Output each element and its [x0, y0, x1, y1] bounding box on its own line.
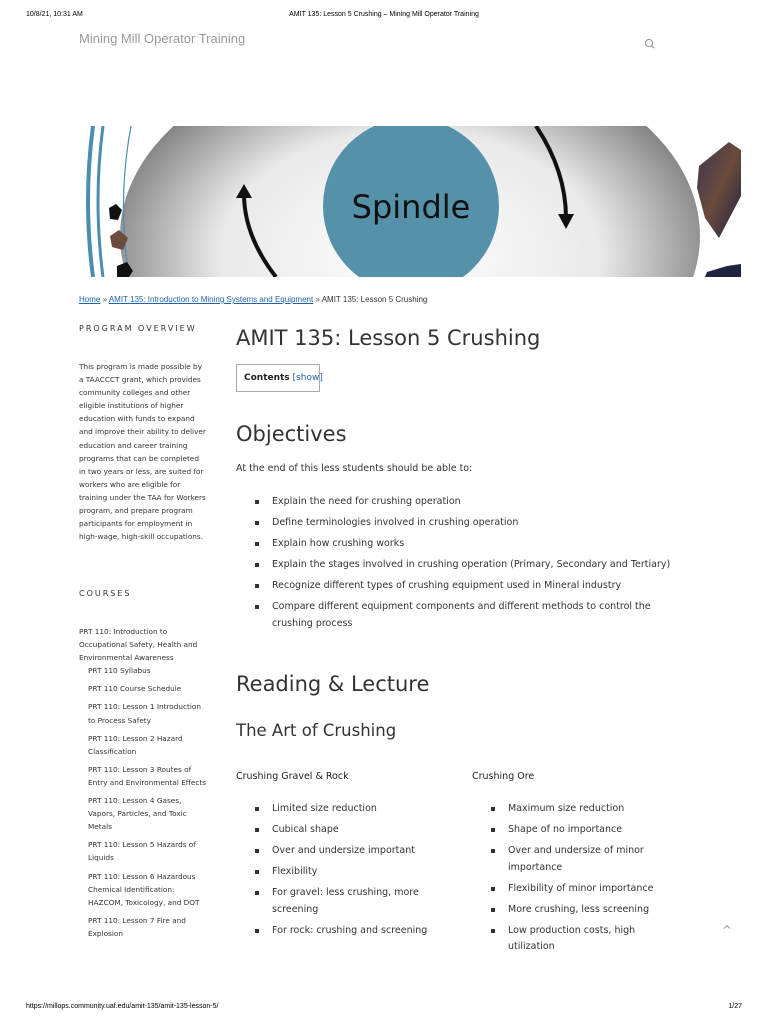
courses-title: COURSES [79, 589, 132, 598]
search-icon[interactable] [643, 36, 657, 50]
breadcrumb-home[interactable]: Home [79, 295, 101, 304]
objectives-list [236, 494, 676, 637]
bullet-icon [255, 521, 259, 525]
print-date: 10/8/21, 10:31 AM [26, 11, 83, 18]
course-link[interactable]: PRT 110: Lesson 3 Routes of Entry and Environmental Effects [88, 764, 206, 787]
bullet-icon [255, 500, 259, 504]
course-item[interactable] [79, 838, 207, 864]
hero-spindle-label: Spindle [351, 188, 471, 226]
list-item [236, 923, 446, 940]
list-item [236, 536, 676, 553]
list-item [236, 494, 676, 511]
objectives-heading: Objectives [236, 422, 347, 446]
course-link[interactable]: PRT 110 Syllabus [88, 666, 151, 676]
bullet-icon [491, 849, 495, 853]
list-item-text: More crushing, less screening [508, 903, 650, 915]
list-item [236, 599, 676, 632]
bullet-icon [491, 828, 495, 832]
chevron-up-icon[interactable] [721, 921, 733, 933]
course-link[interactable]: PRT 110: Introduction to Occupational Safety, Health and Environmental Awareness [79, 627, 198, 663]
gravel-list [236, 801, 446, 944]
table-of-contents [236, 364, 323, 392]
list-item-text: Flexibility [272, 866, 318, 877]
gravel-heading: Crushing Gravel & Rock [236, 771, 349, 782]
bullet-icon [491, 807, 495, 811]
list-item [472, 801, 682, 818]
list-item-text: Explain the stages involved in crushing operation (Primary, Secondary and Tertiary) [272, 559, 671, 570]
bullet-icon [491, 929, 495, 933]
course-item[interactable] [79, 732, 207, 758]
course-item[interactable] [79, 870, 207, 909]
print-title: AMIT 135: Lesson 5 Crushing – Mining Mill Operator Training [289, 11, 479, 18]
list-item [236, 843, 446, 860]
list-item [472, 843, 682, 876]
course-item[interactable] [79, 625, 207, 664]
list-item-text: Shape of no importance [508, 824, 623, 835]
list-item [236, 578, 676, 595]
course-link[interactable]: PRT 110: Lesson 4 Gases, Vapors, Particles, and Toxic Metals [88, 796, 187, 832]
bullet-icon [255, 828, 259, 832]
list-item [236, 801, 446, 818]
program-overview-title: PROGRAM OVERVIEW [79, 324, 197, 333]
course-item[interactable] [79, 700, 207, 726]
list-item [472, 881, 682, 898]
print-page-number: 1/27 [728, 1003, 742, 1010]
bullet-icon [255, 807, 259, 811]
list-item-text: Maximum size reduction [508, 803, 625, 814]
list-item-text: Recognize different types of crushing equipment used in Mineral industry [272, 580, 622, 591]
bullet-icon [491, 887, 495, 891]
course-link[interactable]: PRT 110: Lesson 2 Hazard Classification [88, 733, 183, 756]
art-of-crushing-heading: The Art of Crushing [236, 721, 397, 740]
list-item-text: Explain the need for crushing operation [272, 496, 461, 507]
bullet-icon [255, 929, 259, 933]
breadcrumb-separator: » [315, 295, 320, 304]
course-item[interactable] [79, 664, 207, 677]
print-header [0, 11, 768, 23]
program-overview-text: This program is made possible by a TAACCCT grant, which provides community colleges and other eligible institutions of higher education with funds to expand and improve their ability to deliver education and career training programs that can be completed in two years or less, are suited for workers who are eligible for training under the TAA for Workers program, and prepare program participants for employment in high-wage, high-skill occupations. [79, 362, 206, 542]
hero-image [79, 126, 741, 277]
list-item-text: Compare different equipment components and different methods to control the crushing process [272, 601, 651, 629]
course-item[interactable] [79, 682, 207, 695]
list-item-text: Over and undersize of minor importance [508, 845, 644, 873]
breadcrumb-separator: » [102, 295, 108, 304]
bullet-icon [491, 908, 495, 912]
print-footer [0, 1003, 768, 1015]
print-url: https://millops.community.uaf.edu/amit-135/amit-135-lesson-5/ [26, 1003, 219, 1010]
course-item[interactable] [79, 763, 207, 789]
course-link[interactable]: PRT 110 Course Schedule [88, 684, 182, 694]
course-list [79, 625, 207, 945]
page-title: AMIT 135: Lesson 5 Crushing [236, 326, 541, 350]
list-item-text: Define terminologies involved in crushing operation [272, 517, 519, 528]
bullet-icon [255, 605, 259, 609]
list-item-text: For rock: crushing and screening [272, 924, 428, 936]
bullet-icon [255, 563, 259, 567]
breadcrumb-current: AMIT 135: Lesson 5 Crushing [321, 295, 428, 304]
list-item-text: Limited size reduction [272, 803, 377, 814]
list-item [236, 885, 446, 918]
course-link[interactable]: PRT 110: Lesson 7 Fire and Explosion [88, 915, 186, 938]
course-item[interactable] [79, 794, 207, 833]
bullet-icon [255, 849, 259, 853]
list-item-text: Low production costs, high utilization [508, 924, 636, 952]
bullet-icon [255, 542, 259, 546]
course-link[interactable]: PRT 110: Lesson 6 Hazardous Chemical Identification: HAZCOM, Toxicology, and DOT [88, 871, 200, 907]
list-item [236, 822, 446, 839]
breadcrumb-parent[interactable]: AMIT 135: Introduction to Mining Systems and Equipment [108, 295, 314, 304]
objectives-intro: At the end of this less students should be able to: [236, 463, 473, 474]
list-item [472, 822, 682, 839]
breadcrumb [79, 295, 741, 304]
ore-heading: Crushing Ore [472, 771, 535, 782]
course-link[interactable]: PRT 110: Lesson 5 Hazards of Liquids [88, 840, 196, 863]
bullet-icon [255, 891, 259, 895]
list-item-text: Over and undersize important [272, 845, 415, 856]
list-item [236, 864, 446, 881]
course-item[interactable] [79, 914, 207, 940]
list-item [472, 902, 682, 919]
list-item-text: Explain how crushing works [272, 538, 405, 549]
reading-heading: Reading & Lecture [236, 672, 430, 696]
list-item [472, 923, 682, 956]
site-title[interactable]: Mining Mill Operator Training [79, 31, 246, 46]
toc-label: Contents [244, 373, 290, 383]
course-link[interactable]: PRT 110: Lesson 1 Introduction to Process Safety [88, 702, 202, 725]
list-item-text: For gravel: less crushing, more screening [272, 887, 419, 915]
toc-toggle[interactable]: [show] [292, 373, 323, 383]
ore-list [472, 801, 682, 960]
list-item [236, 515, 676, 532]
bullet-icon [255, 584, 259, 588]
list-item-text: Cubical shape [272, 824, 339, 835]
list-item-text: Flexibility of minor importance [508, 882, 654, 894]
bullet-icon [255, 870, 259, 874]
list-item [236, 557, 676, 574]
